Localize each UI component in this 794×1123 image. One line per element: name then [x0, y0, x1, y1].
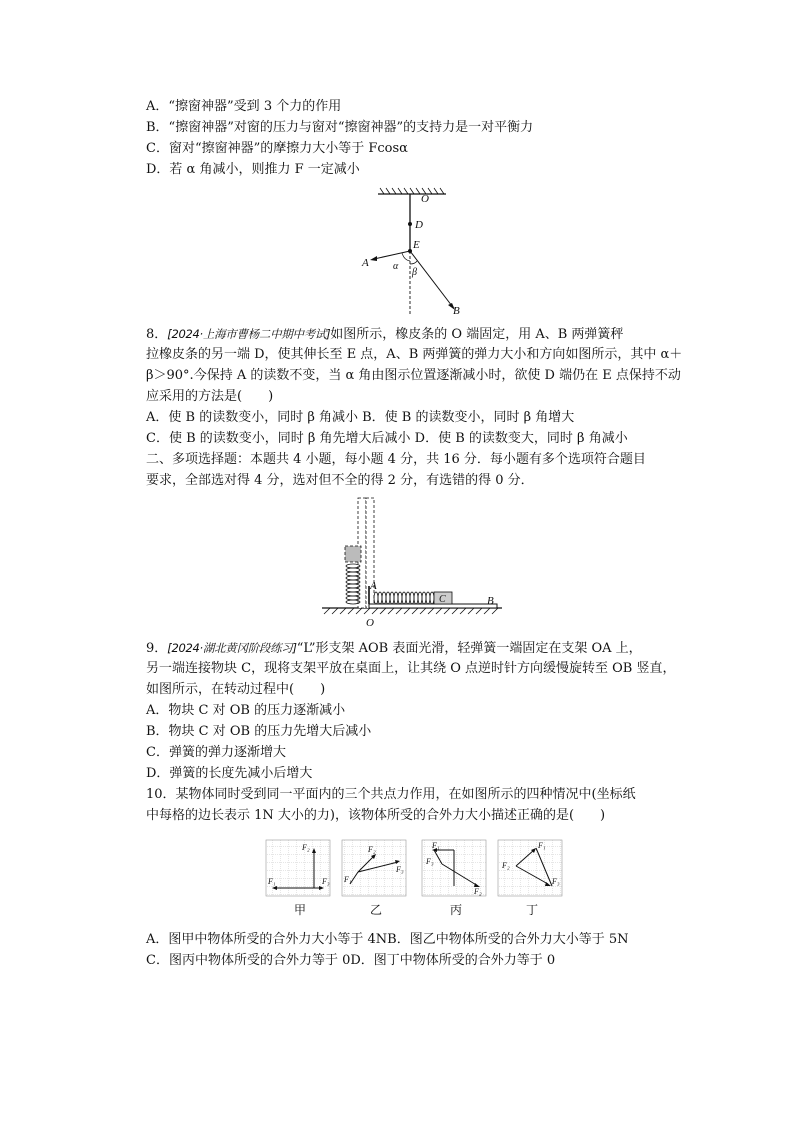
q9-text1: “L”形支架 AOB 表面光滑，轻弹簧一端固定在支架 OA 上， [296, 641, 642, 656]
q9-source: [2024·湖北黄冈阶段练习] [167, 641, 297, 655]
yi-f1: F₁ [344, 875, 352, 884]
q10-line1: 10．某物体同时受到同一平面内的三个共点力作用，在如图所示的四种情况中(坐标纸 [146, 787, 636, 802]
jia-f3: F₃ [322, 877, 330, 886]
q9-option-d: D．弹簧的长度先减小后增大 [146, 766, 313, 781]
label-alpha: α [393, 261, 399, 272]
label-a: A [370, 580, 377, 592]
caption-bing: 丙 [450, 903, 463, 917]
figure-rubber-band [360, 186, 480, 316]
yi-f2: F₂ [368, 845, 376, 854]
ding-f1: F₁ [538, 841, 546, 850]
q8-number: 8． [146, 327, 168, 342]
bing-f1: F₁ [432, 841, 440, 850]
q7-option-a: A．“擦窗神器”受到 3 个力的作用 [146, 99, 342, 114]
q8-line4: 应采用的方法是( ) [146, 389, 274, 404]
bing-f2: F₂ [474, 887, 482, 896]
ding-f3: F₃ [552, 877, 560, 886]
label-b: B [453, 305, 460, 317]
q9-line1 [146, 638, 642, 659]
label-b: B [487, 595, 494, 607]
q7-option-d: D．若 α 角减小，则推力 F 一定减小 [146, 162, 360, 177]
label-o: O [366, 617, 374, 629]
q8-options-ab: A．使 B 的读数变小，同时 β 角减小 B．使 B 的读数变小，同时 β 角增大 [146, 410, 575, 425]
q9-number: 9． [146, 641, 168, 656]
q7-option-b: B．“擦窗神器”对窗的压力与窗对“擦窗神器”的支持力是一对平衡力 [146, 120, 534, 135]
q9-option-c: C．弹簧的弹力逐渐增大 [146, 745, 286, 760]
q9-line3: 如图所示，在转动过程中( ) [146, 682, 326, 697]
grid-yi [342, 840, 406, 896]
label-beta: β [412, 267, 417, 278]
caption-yi: 乙 [370, 903, 383, 917]
jia-f1: F₁ [268, 877, 276, 886]
section2-line2: 要求，全部选对得 4 分，选对但不全的得 2 分，有选错的得 0 分． [146, 473, 534, 488]
section2-line1: 二、多项选择题：本题共 4 小题，每小题 4 分，共 16 分．每小题有多个选项符合题目 [146, 452, 646, 467]
q9-line2: 另一端连接物块 C，现将支架平放在桌面上，让其绕 O 点逆时针方向缓慢旋转至 OB 竖直， [146, 661, 676, 676]
yi-f3: F₃ [396, 865, 404, 874]
grid-bing [422, 840, 486, 896]
q8-line2: 拉橡皮条的另一端 D，使其伸长至 E 点，A、B 两弹簧的弹力大小和方向如图所示，其中 α＋ [146, 347, 683, 362]
bing-f3: F₃ [426, 857, 434, 866]
grid-jia [266, 840, 330, 896]
q8-source: [2024·上海市曹杨二中期中考试] [167, 327, 331, 341]
q8-text1: 如图所示，橡皮条的 O 端固定，用 A、B 两弹簧秤 [330, 327, 624, 342]
q8-options-cd: C．使 B 的读数变小，同时 β 角先增大后减小 D．使 B 的读数变大，同时 β 角减小 [146, 431, 628, 446]
figure-l-bracket [320, 494, 505, 634]
q9-option-b: B．物块 C 对 OB 的压力先增大后减小 [146, 724, 372, 739]
label-o: O [421, 193, 429, 205]
q10-line2: 中每格的边长表示 1N 大小的力)，该物体所受的合外力大小描述正确的是( ) [146, 808, 606, 823]
caption-jia: 甲 [294, 903, 307, 917]
q10-options-cd: C．图丙中物体所受的合外力等于 0D．图丁中物体所受的合外力等于 0 [146, 953, 556, 968]
grid-ding [498, 840, 562, 896]
ding-f2: F₂ [502, 861, 510, 870]
q8-line1 [146, 324, 623, 345]
label-d: D [415, 219, 423, 231]
q7-option-c: C．窗对“擦窗神器”的摩擦力大小等于 Fcosα [146, 141, 408, 156]
jia-f2: F₂ [302, 843, 310, 852]
q8-line3: β＞90°.今保持 A 的读数不变，当 α 角由图示位置逐渐减小时，欲使 D 端仍在 E 点保持不动 [146, 368, 681, 383]
q10-options-ab: A．图甲中物体所受的合外力大小等于 4NB．图乙中物体所受的合外力大小等于 5N [146, 932, 629, 947]
label-c: C [439, 594, 446, 605]
caption-ding: 丁 [526, 903, 539, 917]
figure-force-grids [264, 838, 564, 918]
label-a: A [362, 257, 369, 269]
q9-option-a: A．物块 C 对 OB 的压力逐渐减小 [146, 703, 346, 718]
label-e: E [413, 239, 420, 251]
